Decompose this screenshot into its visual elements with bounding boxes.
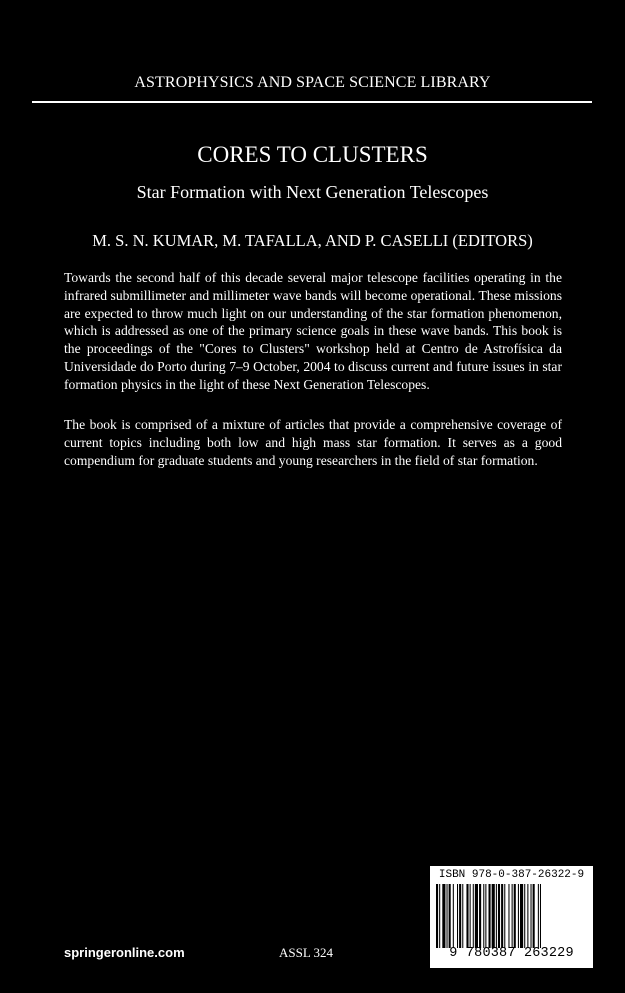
- barcode-bar: [485, 884, 486, 948]
- barcode-bar: [496, 884, 497, 948]
- barcode-bar: [447, 884, 448, 948]
- barcode-bar: [533, 884, 535, 948]
- barcode-bar: [498, 884, 500, 948]
- barcode-bar: [518, 884, 519, 948]
- barcode-panel: [430, 866, 593, 968]
- barcode-bar: [449, 884, 451, 948]
- barcode-bar: [475, 884, 478, 948]
- barcode-bar: [504, 884, 505, 948]
- publisher-website: springeronline.com: [64, 945, 185, 960]
- barcode-bar: [439, 884, 440, 948]
- barcode-bar: [479, 884, 481, 948]
- barcode-bar: [501, 884, 503, 948]
- barcode-bars: [436, 884, 588, 948]
- book-subtitle: Star Formation with Next Generation Telescopes: [136, 182, 489, 202]
- barcode-bar: [514, 884, 516, 948]
- barcode-bar: [470, 884, 471, 948]
- barcode-bar: [540, 884, 541, 948]
- barcode-bar: [520, 884, 523, 948]
- barcode-bar: [524, 884, 525, 948]
- editors-line: M. S. N. KUMAR, M. TAFALLA, AND P. CASELLI (EDITORS): [92, 231, 533, 250]
- header-rule: [32, 101, 592, 103]
- description-paragraph: The book is comprised of a mixture of articles that provide a comprehensive coverage of current topics including both low and high mass star formation. It serves as a good compendium for graduate students and young researchers in the field of star formation.: [64, 417, 562, 468]
- barcode-bar: [531, 884, 532, 948]
- barcode-bar: [462, 884, 463, 948]
- barcode-bar: [442, 884, 445, 948]
- barcode-bar: [489, 884, 491, 948]
- isbn-label: ISBN 978-0-387-26322-9: [438, 869, 585, 881]
- series-name: ASTROPHYSICS AND SPACE SCIENCE LIBRARY: [134, 74, 491, 91]
- barcode-bar: [512, 884, 513, 948]
- volume-number: ASSL 324: [279, 945, 334, 960]
- barcode-bar: [436, 884, 438, 948]
- barcode-bar: [538, 884, 539, 948]
- barcode-bar: [459, 884, 461, 948]
- barcode-bar: [492, 884, 495, 948]
- barcode-bar: [473, 884, 474, 948]
- barcode-bar: [527, 884, 528, 948]
- book-title: CORES TO CLUSTERS: [197, 142, 428, 167]
- ean-digits: 9 780387 263229: [449, 946, 574, 961]
- barcode-bar: [483, 884, 484, 948]
- description-paragraph: Towards the second half of this decade several major telescope facilities operating in the infrared submillimeter and millimeter wave bands will become operational. These missions are expected to throw much light on our understanding of the star formation phenomenon, which is addressed as one of the primary science goals in these wave bands. This book is the proceedings of the "Cores to Clusters" workshop held at Centro de Astrofísica da Universidade do Porto during 7–9 October, 2004 to discuss current and future issues in star formation physics in the light of these Next Generation Telescopes.: [64, 270, 562, 392]
- barcode-bar: [457, 884, 458, 948]
- barcode-bar: [508, 884, 509, 948]
- barcode-bar: [453, 884, 454, 948]
- barcode-bar: [466, 884, 468, 948]
